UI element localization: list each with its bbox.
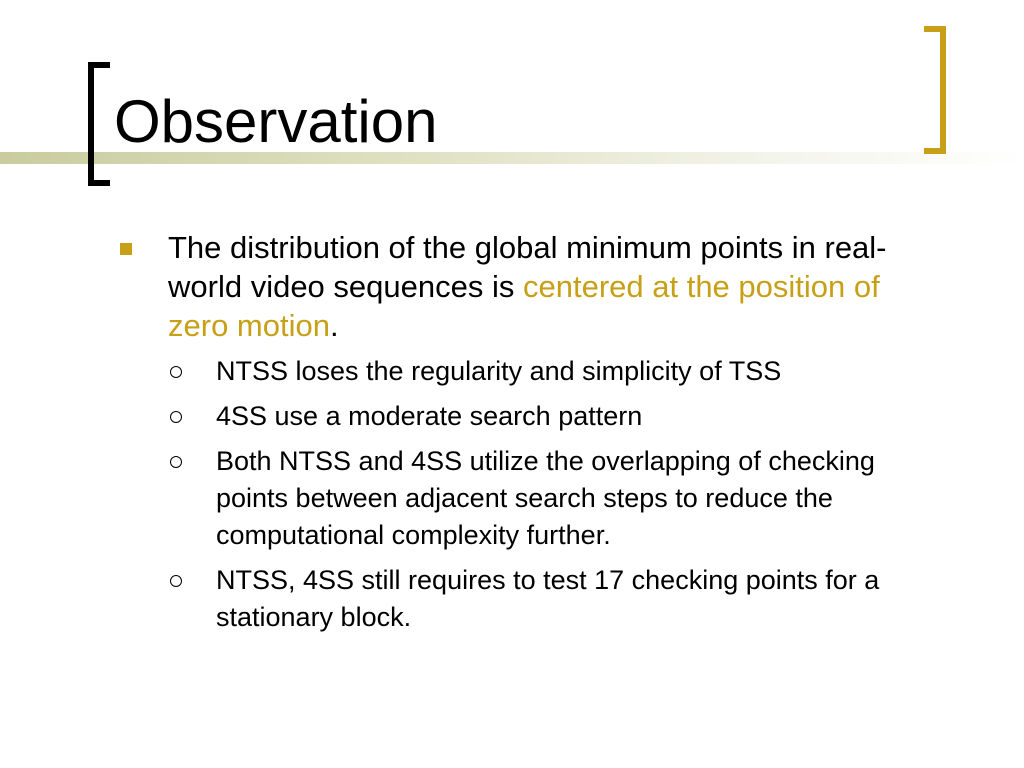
main-bullet-text: The distribution of the global minimum points in real-world video sequences is xyxy=(168,230,887,304)
sub-bullet xyxy=(118,398,948,435)
sub-bullet-text: NTSS loses the regularity and simplicity of TSS xyxy=(216,356,782,386)
slide-title: Observation xyxy=(114,88,438,155)
circle-bullet-icon xyxy=(170,411,182,423)
sub-bullet-text: 4SS use a moderate search pattern xyxy=(216,401,643,431)
sub-bullet xyxy=(118,353,948,390)
slide-content xyxy=(118,228,948,644)
sub-bullet xyxy=(118,443,948,554)
circle-bullet-icon xyxy=(170,366,182,378)
main-bullet xyxy=(118,228,948,345)
right-bracket-decoration xyxy=(924,26,946,154)
sub-bullet-text: Both NTSS and 4SS utilize the overlapping of checking points between adjacent search steps to reduce the computational complexity further. xyxy=(216,446,875,550)
left-bracket-decoration xyxy=(88,62,110,186)
circle-bullet-icon xyxy=(170,456,182,468)
sub-bullet xyxy=(118,562,948,636)
circle-bullet-icon xyxy=(170,575,182,587)
square-bullet-icon xyxy=(120,243,132,255)
sub-bullet-text: NTSS, 4SS still requires to test 17 checking points for a stationary block. xyxy=(216,565,880,632)
sub-bullet-list xyxy=(118,353,948,636)
main-bullet-end: . xyxy=(329,308,339,343)
main-bullet-highlight: centered at the position of zero motion xyxy=(168,269,880,343)
